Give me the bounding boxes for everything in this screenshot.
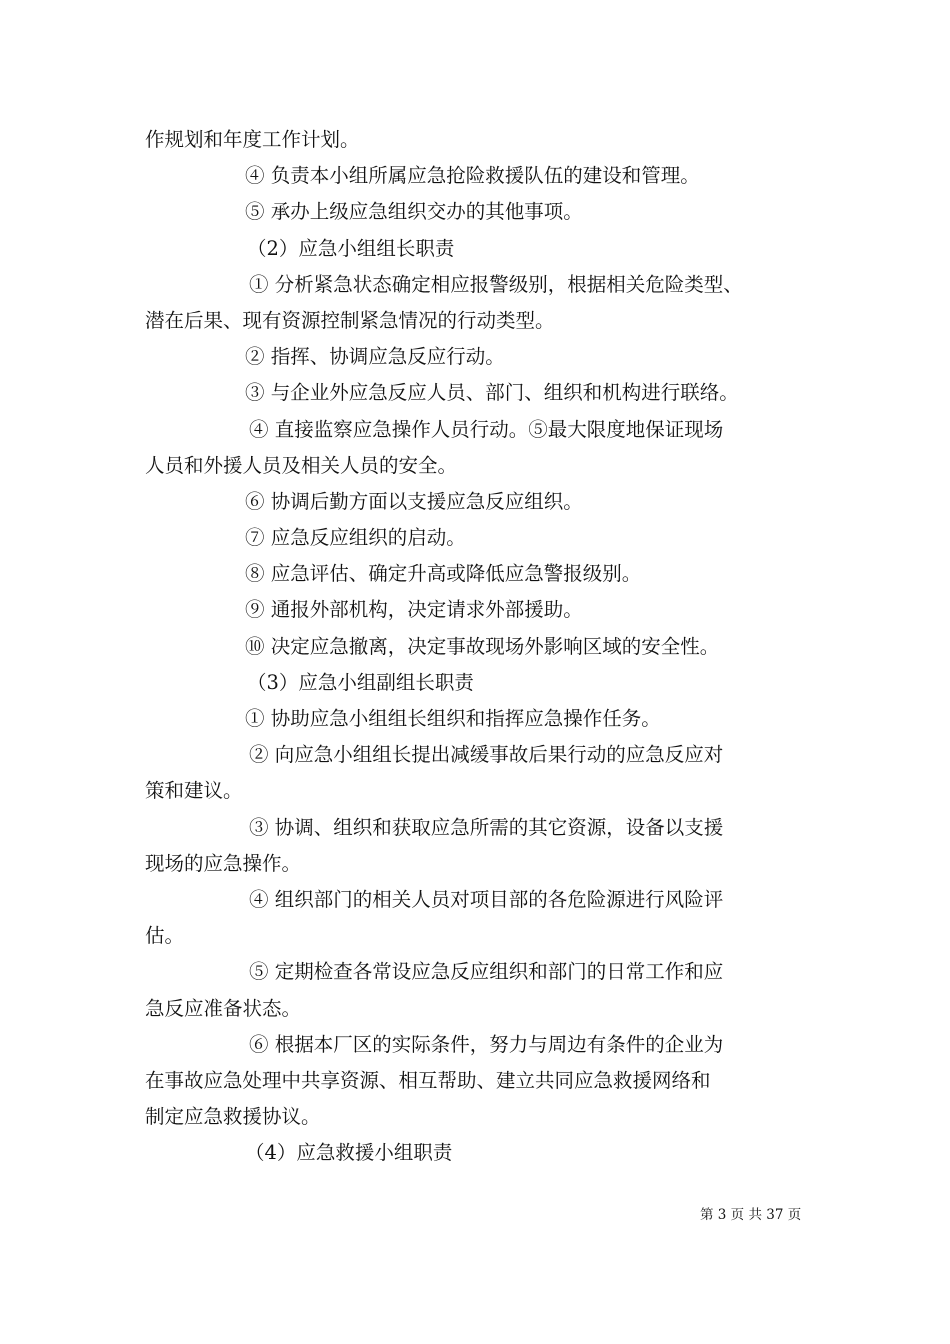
text-line: ⑧ 应急评估、确定升高或降低应急警报级别。 bbox=[245, 562, 642, 586]
text-line: ④ 组织部门的相关人员对项目部的各危险源进行风险评 bbox=[249, 887, 724, 911]
text-line: ④ 直接监察应急操作人员行动。⑤最大限度地保证现场 bbox=[249, 417, 724, 441]
text-line: ① 分析紧急状态确定相应报警级别，根据相关危险类型、 bbox=[249, 272, 743, 296]
page-number: 第 3 页 共 37 页 bbox=[700, 1207, 802, 1223]
text-line: ① 协助应急小组组长组织和指挥应急操作任务。 bbox=[245, 707, 661, 730]
text-line: 潜在后果、现有资源控制紧急情况的行动类型。 bbox=[145, 308, 555, 332]
text-line: ② 向应急小组组长提出减缓事故后果行动的应急反应对 bbox=[249, 743, 724, 767]
text-line: ⑩ 决定应急撤离，决定事故现场外影响区域的安全性。 bbox=[245, 634, 720, 658]
text-line: ② 指挥、协调应急反应行动。 bbox=[245, 345, 505, 369]
text-line: 制定应急救援协议。 bbox=[145, 1105, 321, 1129]
text-line: ⑦ 应急反应组织的启动。 bbox=[245, 526, 466, 550]
text-line: 策和建议。 bbox=[145, 779, 243, 803]
text-line: ⑤ 承办上级应急组织交办的其他事项。 bbox=[245, 200, 583, 224]
text-line: 急反应准备状态。 bbox=[145, 996, 302, 1020]
document-body bbox=[145, 122, 810, 1171]
text-line: 人员和外援人员及相关人员的安全。 bbox=[145, 453, 458, 477]
text-line: ⑥ 根据本厂区的实际条件，努力与周边有条件的企业为 bbox=[249, 1032, 724, 1056]
text-line: ④ 负责本小组所属应急抢险救援队伍的建设和管理。 bbox=[245, 164, 700, 188]
text-line: ⑤ 定期检查各常设应急反应组织和部门的日常工作和应 bbox=[249, 960, 724, 984]
text-line: ⑥ 协调后勤方面以支援应急反应组织。 bbox=[245, 489, 583, 513]
text-line: 现场的应急操作。 bbox=[145, 851, 302, 875]
text-line: ③ 与企业外应急反应人员、部门、组织和机构进行联络。 bbox=[245, 381, 739, 405]
text-line: ⑨ 通报外部机构，决定请求外部援助。 bbox=[245, 598, 583, 622]
section-heading: （3）应急小组副组长职责 bbox=[247, 670, 474, 694]
text-line: 作规划和年度工作计划。 bbox=[145, 128, 360, 151]
text-line: 在事故应急处理中共享资源、相互帮助、建立共同应急救援网络和 bbox=[145, 1068, 711, 1092]
text-line: ③ 协调、组织和获取应急所需的其它资源，设备以支援 bbox=[249, 815, 724, 839]
section-heading: （2）应急小组组长职责 bbox=[247, 236, 455, 260]
section-heading: （4）应急救援小组职责 bbox=[245, 1141, 453, 1165]
text-line: 估。 bbox=[145, 924, 185, 948]
